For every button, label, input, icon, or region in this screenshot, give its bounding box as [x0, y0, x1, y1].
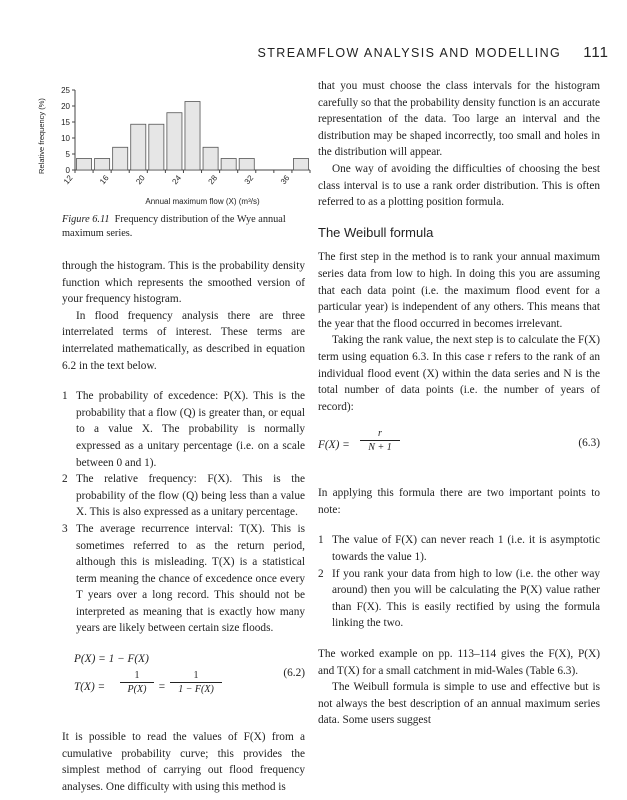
- y-tick-label: 0: [65, 166, 70, 175]
- list-item: [318, 566, 600, 632]
- paragraph: The worked example on pp. 113–114 gives the F(X), P(X) and T(X) for a small catchment in mid-Wales (Table 6.3).: [318, 648, 600, 677]
- list-item: [318, 532, 600, 565]
- x-tick-label: 12: [61, 173, 75, 187]
- x-tick-label: 24: [170, 173, 183, 187]
- histogram-bar: [77, 158, 92, 170]
- histogram-bar: [239, 158, 254, 170]
- item-number: 3: [62, 522, 68, 535]
- equation-lhs: F(X) =: [318, 439, 350, 452]
- x-axis-label: Annual maximum flow (X) (m³/s): [145, 197, 260, 206]
- equation-line: P(X) = 1 − F(X): [74, 653, 149, 666]
- list-item: [62, 471, 305, 521]
- list-item: [62, 388, 305, 471]
- paragraph: In flood frequency analysis there are three interrelated terms of interest. These terms are interrelated mathematically, as described in equation 6.2 in the text below.: [62, 309, 305, 372]
- list-item: [62, 521, 305, 637]
- item-number: 2: [62, 473, 68, 486]
- denominator: P(X): [127, 684, 147, 696]
- item-text: The average recurrence interval: T(X). This is sometimes referred to as the return period, although this is misleading. T(X) is a statistical term meaning the chance of excedence once every T years over a long record. This should not be interpreted as meaning that is exactly how many years are likely between certain size floods.: [76, 522, 305, 635]
- item-text: The probability of excedence: P(X). This is the probability that a flow (Q) is greater than, or equal to a value X. The probability is normally expressed as a unitary percentage (i.e. on a scale between 0 and 1).: [76, 390, 305, 469]
- running-header: [258, 44, 609, 61]
- item-text: If you rank your data from high to low (i.e. the other way around) then you will be calculating the P(X) value rather than F(X). This is easily rectified by using the formula linking the two.: [332, 567, 600, 630]
- paragraph: The first step in the method is to rank your annual maximum series data from low to high. In doing this you are assuming that each data point (i.e. the maximum flood event for a particular year) is independent of any others. This means that the year that the flood occurred in becomes irrelevant.: [318, 251, 600, 330]
- item-number: 1: [62, 390, 68, 403]
- equation-number: (6.3): [578, 437, 600, 450]
- equation-6-3: [318, 415, 600, 485]
- item-text: The value of F(X) can never reach 1 (i.e. it is asymptotic towards the value 1).: [332, 534, 600, 564]
- caption-text: Frequency distribution of the Wye annual maximum series.: [62, 214, 286, 239]
- histogram-bar: [293, 158, 308, 170]
- x-tick-label: 20: [134, 173, 147, 187]
- denominator: 1 − F(X): [178, 684, 214, 696]
- page-number: 111: [583, 44, 609, 61]
- histogram-bar: [167, 113, 182, 170]
- paragraph: It is possible to read the values of F(X) from a cumulative probability curve; this provides the simplest method of carrying out flood frequency analyses. One difficulty with using this method is: [62, 731, 305, 793]
- y-tick-label: 5: [65, 150, 70, 159]
- histogram-bar: [131, 124, 146, 170]
- x-tick-label: 36: [278, 173, 292, 187]
- denominator: N + 1: [368, 442, 392, 454]
- histogram-bar: [185, 102, 200, 170]
- y-axis-label: Relative frequency (%): [37, 98, 46, 174]
- item-text: The relative frequency: F(X). This is the probability of the flow (Q) being less than a value X. This is also expressed as a unitary percentage.: [76, 473, 305, 519]
- numerator: 1: [170, 669, 222, 683]
- x-tick-label: 16: [98, 173, 111, 187]
- y-tick-label: 15: [61, 118, 70, 127]
- equation-lhs: T(X) =: [74, 681, 106, 694]
- paragraph: Taking the rank value, the next step is to calculate the F(X) term using equation 6.3. In this case r refers to the rank of an individual flood event (X) within the data series and N is the total number of data points (i.e. the number of years of record):: [318, 334, 600, 413]
- header-title: STREAMFLOW ANALYSIS AND MODELLING: [257, 46, 562, 60]
- y-tick-label: 20: [61, 102, 70, 111]
- equals: =: [158, 681, 166, 694]
- histogram-chart: [20, 80, 320, 210]
- histogram-bar: [203, 147, 218, 170]
- points-list: [318, 532, 600, 632]
- figure-caption: [62, 213, 307, 241]
- left-column: [62, 258, 305, 795]
- histogram-bar: [95, 158, 110, 170]
- paragraph: The Weibull formula is simple to use and effective but is not always the best description of an annual maximum series data. Some users suggest: [318, 681, 600, 727]
- equation-number: (6.2): [283, 667, 305, 680]
- paragraph: One way of avoiding the difficulties of choosing the best class interval is to use a rank order distribution. This is often referred to as a plotting position formula.: [318, 162, 600, 209]
- paragraph: In applying this formula there are two important points to note:: [318, 487, 600, 516]
- y-tick-label: 10: [61, 134, 70, 143]
- histogram-bar: [113, 147, 128, 170]
- figure-label: Figure 6.11: [62, 214, 110, 225]
- definition-list: [62, 388, 305, 637]
- x-tick-label: 28: [206, 173, 220, 187]
- numerator: r: [360, 427, 400, 441]
- paragraph: that you must choose the class intervals for the histogram carefully so that the probability density function is an accurate representation of the data. Too large an interval and the distribution may be shaped incorrectly, too small and holes in the distribution will appear.: [318, 80, 601, 159]
- item-number: 2: [318, 567, 324, 580]
- paragraph: through the histogram. This is the probability density function which represents the smoothed version of your frequency histogram.: [62, 260, 305, 306]
- item-number: 1: [318, 534, 324, 547]
- x-tick-label: 32: [242, 173, 256, 187]
- histogram-bar: [149, 124, 164, 170]
- numerator: 1: [120, 669, 154, 683]
- histogram-bar: [221, 158, 236, 170]
- equation-6-2: [62, 651, 305, 715]
- right-column: [318, 78, 600, 729]
- section-heading: The Weibull formula: [318, 224, 434, 240]
- y-tick-label: 25: [61, 86, 70, 95]
